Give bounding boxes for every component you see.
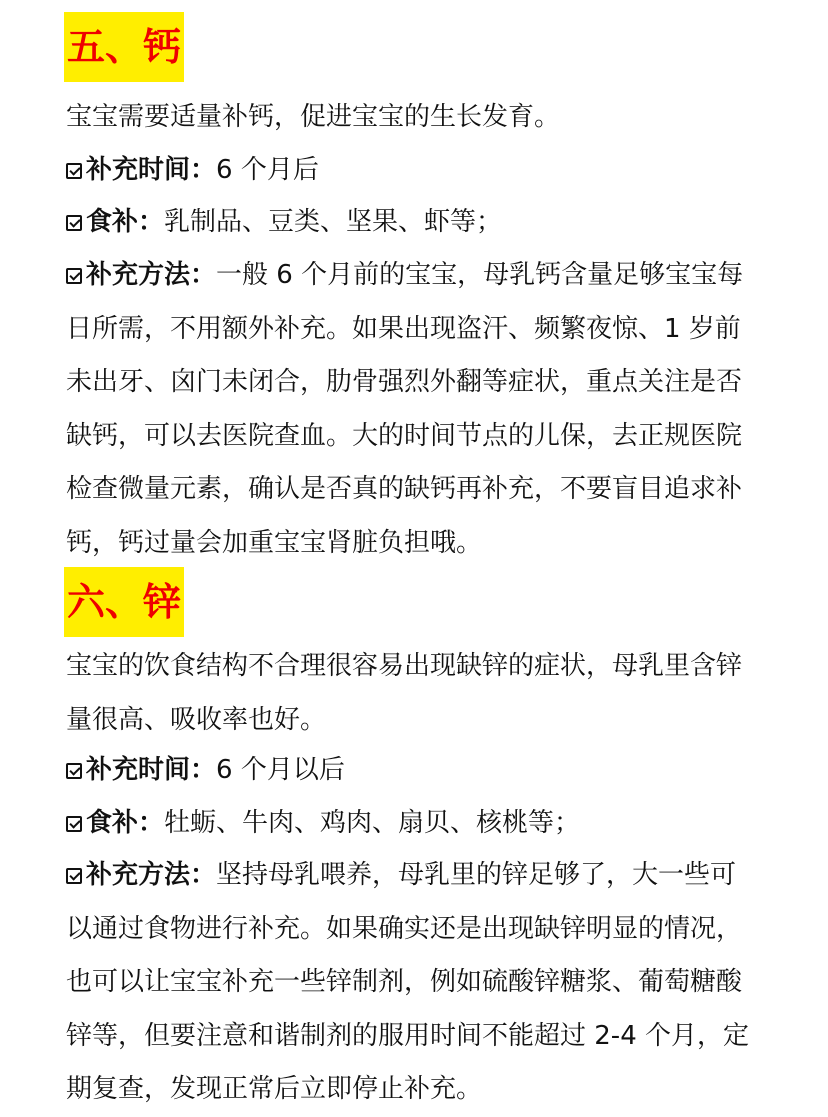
calcium-food-value: 乳制品、豆类、坚果、虾等； — [164, 207, 503, 237]
calcium-method-line: 日所需，不用额外补充。如果出现盗汗、频繁夜惊、1 岁前 — [66, 313, 741, 344]
zinc-time-value: 6 个月以后 — [216, 755, 345, 785]
zinc-food-label: 食补： — [86, 808, 165, 838]
zinc-time-item — [66, 744, 766, 798]
checkbox-icon — [66, 868, 82, 884]
zinc-method-line — [66, 849, 766, 903]
calcium-method-text: 一般 6 个月前的宝宝，母乳钙含量足够宝宝每 — [216, 260, 744, 290]
calcium-intro — [66, 91, 766, 145]
checkbox-icon — [66, 163, 82, 179]
zinc-method-line: 期复查，发现正常后立即停止补充。 — [66, 1074, 483, 1104]
zinc-food-item — [66, 797, 766, 851]
section-heading-zinc: 六、锌 — [64, 567, 184, 637]
section-heading-calcium: 五、钙 — [64, 12, 184, 82]
zinc-intro-line: 宝宝的饮食结构不合理很容易出现缺锌的症状，母乳里含锌 — [66, 651, 743, 681]
calcium-time-value: 6 个月后 — [216, 155, 319, 185]
checkbox-icon — [66, 816, 82, 832]
checkbox-icon — [66, 268, 82, 284]
calcium-method-line: 未出牙、囟门未闭合，肋骨强烈外翻等症状，重点关注是否 — [66, 367, 743, 397]
calcium-method-line — [66, 249, 766, 303]
zinc-time-label: 补充时间： — [86, 755, 217, 785]
calcium-time-item — [66, 144, 766, 198]
calcium-food-label: 食补： — [86, 207, 165, 237]
calcium-method-line: 钙，钙过量会加重宝宝肾脏负担哦。 — [66, 527, 483, 558]
calcium-method-label: 补充方法： — [86, 260, 217, 290]
zinc-method-line: 锌等，但要注意和谐制剂的服用时间不能超过 2-4 个月，定 — [66, 1020, 749, 1051]
calcium-intro-line: 宝宝需要适量补钙，促进宝宝的生长发育。 — [66, 102, 561, 132]
calcium-method-line: 检查微量元素，确认是否真的缺钙再补充，不要盲目追求补 — [66, 474, 743, 504]
zinc-method-label: 补充方法： — [86, 860, 217, 890]
checkbox-icon — [66, 215, 82, 231]
zinc-method-line: 也可以让宝宝补充一些锌制剂，例如硫酸锌糖浆、葡萄糖酸 — [66, 967, 743, 997]
calcium-time-label: 补充时间： — [86, 155, 217, 185]
zinc-method-text: 坚持母乳喂养，母乳里的锌足够了，大一些可 — [216, 860, 737, 890]
zinc-intro — [66, 640, 766, 747]
calcium-method — [66, 249, 766, 570]
zinc-intro-line: 量很高、吸收率也好。 — [66, 704, 327, 735]
zinc-method-line: 以通过食物进行补充。如果确实还是出现缺锌明显的情况， — [66, 913, 743, 944]
zinc-food-value: 牡蛎、牛肉、鸡肉、扇贝、核桃等； — [164, 808, 581, 838]
zinc-method — [66, 849, 766, 1117]
calcium-method-line: 缺钙，可以去医院查血。大的时间节点的儿保，去正规医院 — [66, 420, 743, 451]
checkbox-icon — [66, 763, 82, 779]
calcium-food-item — [66, 196, 766, 250]
